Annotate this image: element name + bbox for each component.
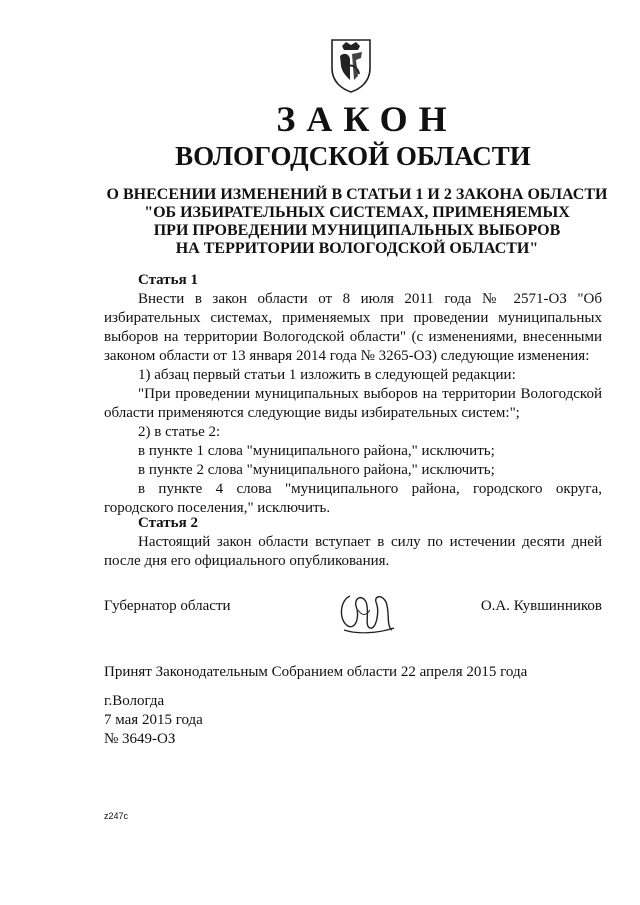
signature-block [104,598,602,638]
date-line: 7 мая 2015 года [104,712,203,728]
handwritten-signature [336,586,398,640]
document-code: z247c [104,811,129,821]
adoption-info [104,663,527,749]
region-title: ВОЛОГОДСКОЙ ОБЛАСТИ [175,141,531,171]
signatory-name: О.А. Кувшинников [480,598,602,614]
article-2-text: Настоящий закон области вступает в силу по истечении десяти дней после дня его официального опубликования. [104,534,602,569]
article-1-sub-3: в пункте 4 слова "муниципального района, городского округа, городского поселения," исключить. [104,481,602,516]
article-1-item-2: 2) в статье 2: [138,424,221,440]
article-2-heading: Статья 2 [138,515,198,531]
law-subject [0,186,640,258]
coat-of-arms-emblem [328,36,374,94]
subject-line: "ОБ ИЗБИРАТЕЛЬНЫХ СИСТЕМАХ, ПРИМЕНЯЕМЫХ [144,204,570,221]
article-1-sub-1: в пункте 1 слова "муниципального района," исключить; [138,443,495,459]
article-1-intro: Внести в закон области от 8 июля 2011 года № 2571-ОЗ "Об избирательных системах, применяемых при проведении муниципальных выборов на территории Вологодской области" (с изменениями, внесенными законом области от 13 января 2014 года № 3265-ОЗ) следующие изменения: [104,291,602,364]
subject-line: НА ТЕРРИТОРИИ ВОЛОГОДСКОЙ ОБЛАСТИ" [175,240,539,257]
article-1-heading: Статья 1 [138,272,198,288]
signatory-position: Губернатор области [104,598,231,614]
article-1-item-1: 1) абзац первый статьи 1 изложить в следующей редакции: [138,367,516,383]
subject-line: О ВНЕСЕНИИ ИЗМЕНЕНИЙ В СТАТЬИ 1 И 2 ЗАКОНА ОБЛАСТИ [106,186,608,203]
article-1-quote: "При проведении муниципальных выборов на территории Вологодской области применяются следующие виды избирательных систем:"; [104,386,602,421]
city-line: г.Вологда [104,693,165,709]
article-1-sub-2: в пункте 2 слова "муниципального района," исключить; [138,462,495,478]
law-title: ЗАКОН [276,99,458,139]
law-number: № 3649-ОЗ [104,731,176,747]
subject-line: ПРИ ПРОВЕДЕНИИ МУНИЦИПАЛЬНЫХ ВЫБОРОВ [153,222,561,239]
article-2 [104,514,602,571]
adoption-line: Принят Законодательным Собранием области 22 апреля 2015 года [104,664,528,680]
article-1 [104,271,602,518]
